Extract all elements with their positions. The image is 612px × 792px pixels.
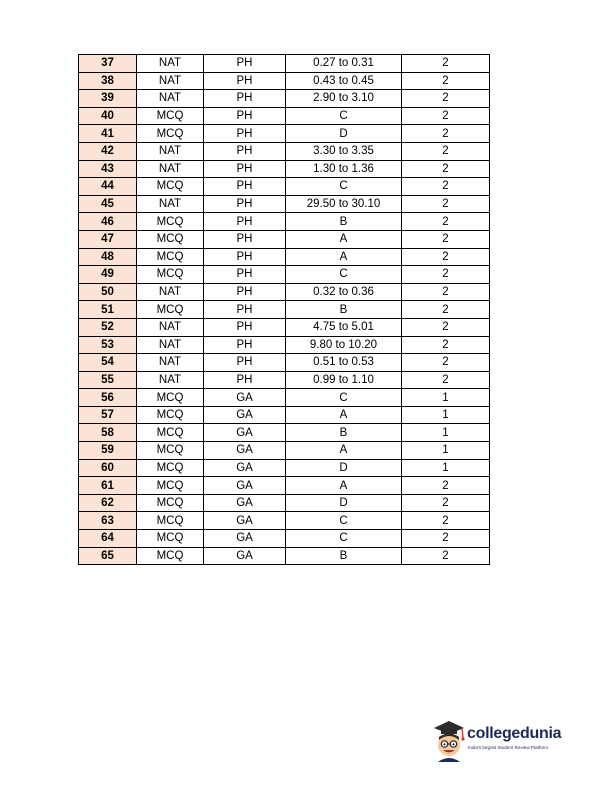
question-type-cell: MCQ [137,547,204,565]
subject-cell: PH [204,336,286,354]
subject-cell: GA [204,477,286,495]
answer-key-cell: A [286,230,402,248]
marks-cell: 2 [402,142,490,160]
marks-cell: 2 [402,318,490,336]
question-number-cell: 55 [79,371,137,389]
answer-key-cell: A [286,442,402,460]
question-type-cell: MCQ [137,442,204,460]
subject-cell: PH [204,371,286,389]
question-type-cell: NAT [137,90,204,108]
answer-key-cell: D [286,459,402,477]
marks-cell: 2 [402,530,490,548]
question-number-cell: 57 [79,406,137,424]
table-row [79,195,490,213]
subject-cell: GA [204,406,286,424]
table-row [79,107,490,125]
table-row [79,301,490,319]
marks-cell: 2 [402,55,490,73]
marks-cell: 2 [402,477,490,495]
question-type-cell: MCQ [137,477,204,495]
student-mascot-icon [430,718,468,762]
table-row [79,530,490,548]
table-row [79,354,490,372]
question-number-cell: 60 [79,459,137,477]
question-type-cell: NAT [137,283,204,301]
answer-key-cell: 0.32 to 0.36 [286,283,402,301]
question-number-cell: 46 [79,213,137,231]
question-type-cell: MCQ [137,406,204,424]
table-row [79,547,490,565]
answer-key-cell: B [286,547,402,565]
table-row [79,283,490,301]
subject-cell: PH [204,248,286,266]
table-row [79,371,490,389]
answer-key-cell: 0.27 to 0.31 [286,55,402,73]
answer-key-cell: A [286,477,402,495]
subject-cell: GA [204,530,286,548]
question-type-cell: MCQ [137,301,204,319]
answer-key-cell: C [286,530,402,548]
question-type-cell: MCQ [137,424,204,442]
subject-cell: PH [204,354,286,372]
answer-key-cell: C [286,107,402,125]
marks-cell: 2 [402,266,490,284]
answer-key-cell: D [286,494,402,512]
logo-name: collegedunia [467,725,562,742]
question-type-cell: MCQ [137,107,204,125]
answer-key-cell: D [286,125,402,143]
answer-key-cell: A [286,406,402,424]
question-number-cell: 65 [79,547,137,565]
marks-cell: 2 [402,213,490,231]
question-type-cell: MCQ [137,125,204,143]
subject-cell: PH [204,142,286,160]
table-row [79,389,490,407]
answer-key-cell: B [286,424,402,442]
marks-cell: 1 [402,459,490,477]
answer-key-table [78,54,490,565]
table-row [79,424,490,442]
subject-cell: PH [204,72,286,90]
question-type-cell: MCQ [137,530,204,548]
table-row [79,213,490,231]
table-row [79,72,490,90]
answer-key-cell: C [286,178,402,196]
question-type-cell: NAT [137,336,204,354]
table-row [79,125,490,143]
answer-key-cell: 0.51 to 0.53 [286,354,402,372]
question-type-cell: MCQ [137,248,204,266]
question-number-cell: 49 [79,266,137,284]
table-row [79,248,490,266]
table-row [79,178,490,196]
subject-cell: PH [204,195,286,213]
question-type-cell: MCQ [137,213,204,231]
question-number-cell: 41 [79,125,137,143]
marks-cell: 2 [402,125,490,143]
subject-cell: PH [204,283,286,301]
question-type-cell: MCQ [137,389,204,407]
question-type-cell: MCQ [137,512,204,530]
answer-key-cell: 0.99 to 1.10 [286,371,402,389]
marks-cell: 2 [402,230,490,248]
question-number-cell: 64 [79,530,137,548]
answer-key-cell: 3.30 to 3.35 [286,142,402,160]
marks-cell: 1 [402,406,490,424]
marks-cell: 2 [402,336,490,354]
subject-cell: PH [204,230,286,248]
question-number-cell: 52 [79,318,137,336]
answer-key-cell: 0.43 to 0.45 [286,72,402,90]
question-number-cell: 40 [79,107,137,125]
subject-cell: GA [204,424,286,442]
question-number-cell: 44 [79,178,137,196]
table-row [79,230,490,248]
question-number-cell: 47 [79,230,137,248]
marks-cell: 2 [402,160,490,178]
table-row [79,160,490,178]
table-row [79,477,490,495]
table-row [79,318,490,336]
subject-cell: GA [204,494,286,512]
answer-key-cell: A [286,248,402,266]
subject-cell: GA [204,459,286,477]
subject-cell: GA [204,512,286,530]
table-row [79,406,490,424]
marks-cell: 2 [402,72,490,90]
subject-cell: GA [204,389,286,407]
marks-cell: 1 [402,424,490,442]
table-row [79,55,490,73]
marks-cell: 2 [402,90,490,108]
question-type-cell: MCQ [137,178,204,196]
answer-key-cell: C [286,266,402,284]
marks-cell: 2 [402,371,490,389]
marks-cell: 2 [402,512,490,530]
marks-cell: 2 [402,248,490,266]
question-number-cell: 48 [79,248,137,266]
subject-cell: PH [204,301,286,319]
question-type-cell: NAT [137,142,204,160]
answer-key-cell: 9.80 to 10.20 [286,336,402,354]
question-number-cell: 58 [79,424,137,442]
table-row [79,266,490,284]
marks-cell: 1 [402,389,490,407]
subject-cell: PH [204,90,286,108]
marks-cell: 1 [402,442,490,460]
answer-key-cell: B [286,301,402,319]
question-type-cell: MCQ [137,459,204,477]
marks-cell: 2 [402,195,490,213]
logo-tagline: India's largest Student Review Platform [468,745,549,750]
question-type-cell: NAT [137,318,204,336]
marks-cell: 2 [402,283,490,301]
marks-cell: 2 [402,301,490,319]
question-number-cell: 56 [79,389,137,407]
question-type-cell: NAT [137,354,204,372]
question-number-cell: 53 [79,336,137,354]
answer-key-cell: 1.30 to 1.36 [286,160,402,178]
question-number-cell: 42 [79,142,137,160]
subject-cell: PH [204,125,286,143]
question-number-cell: 61 [79,477,137,495]
question-type-cell: NAT [137,72,204,90]
subject-cell: PH [204,107,286,125]
answer-key-cell: C [286,512,402,530]
question-number-cell: 51 [79,301,137,319]
table-row [79,90,490,108]
marks-cell: 2 [402,494,490,512]
marks-cell: 2 [402,107,490,125]
marks-cell: 2 [402,547,490,565]
question-number-cell: 39 [79,90,137,108]
answer-key-cell: B [286,213,402,231]
question-type-cell: MCQ [137,266,204,284]
table-row [79,336,490,354]
question-number-cell: 63 [79,512,137,530]
table-row [79,142,490,160]
marks-cell: 2 [402,178,490,196]
question-type-cell: NAT [137,55,204,73]
question-type-cell: MCQ [137,494,204,512]
table-row [79,512,490,530]
subject-cell: PH [204,266,286,284]
question-number-cell: 62 [79,494,137,512]
subject-cell: PH [204,213,286,231]
question-type-cell: NAT [137,371,204,389]
marks-cell: 2 [402,354,490,372]
subject-cell: GA [204,442,286,460]
question-number-cell: 45 [79,195,137,213]
question-number-cell: 59 [79,442,137,460]
subject-cell: GA [204,547,286,565]
subject-cell: PH [204,160,286,178]
question-type-cell: MCQ [137,230,204,248]
subject-cell: PH [204,178,286,196]
table-row [79,494,490,512]
question-number-cell: 38 [79,72,137,90]
question-number-cell: 50 [79,283,137,301]
question-number-cell: 37 [79,55,137,73]
question-type-cell: NAT [137,195,204,213]
question-number-cell: 43 [79,160,137,178]
collegedunia-logo [430,718,570,762]
answer-key-cell: 4.75 to 5.01 [286,318,402,336]
subject-cell: PH [204,55,286,73]
table-row [79,459,490,477]
answer-key-cell: C [286,389,402,407]
question-type-cell: NAT [137,160,204,178]
question-number-cell: 54 [79,354,137,372]
answer-key-table-body [79,55,490,565]
answer-key-cell: 29.50 to 30.10 [286,195,402,213]
answer-key-cell: 2.90 to 3.10 [286,90,402,108]
subject-cell: PH [204,318,286,336]
table-row [79,442,490,460]
